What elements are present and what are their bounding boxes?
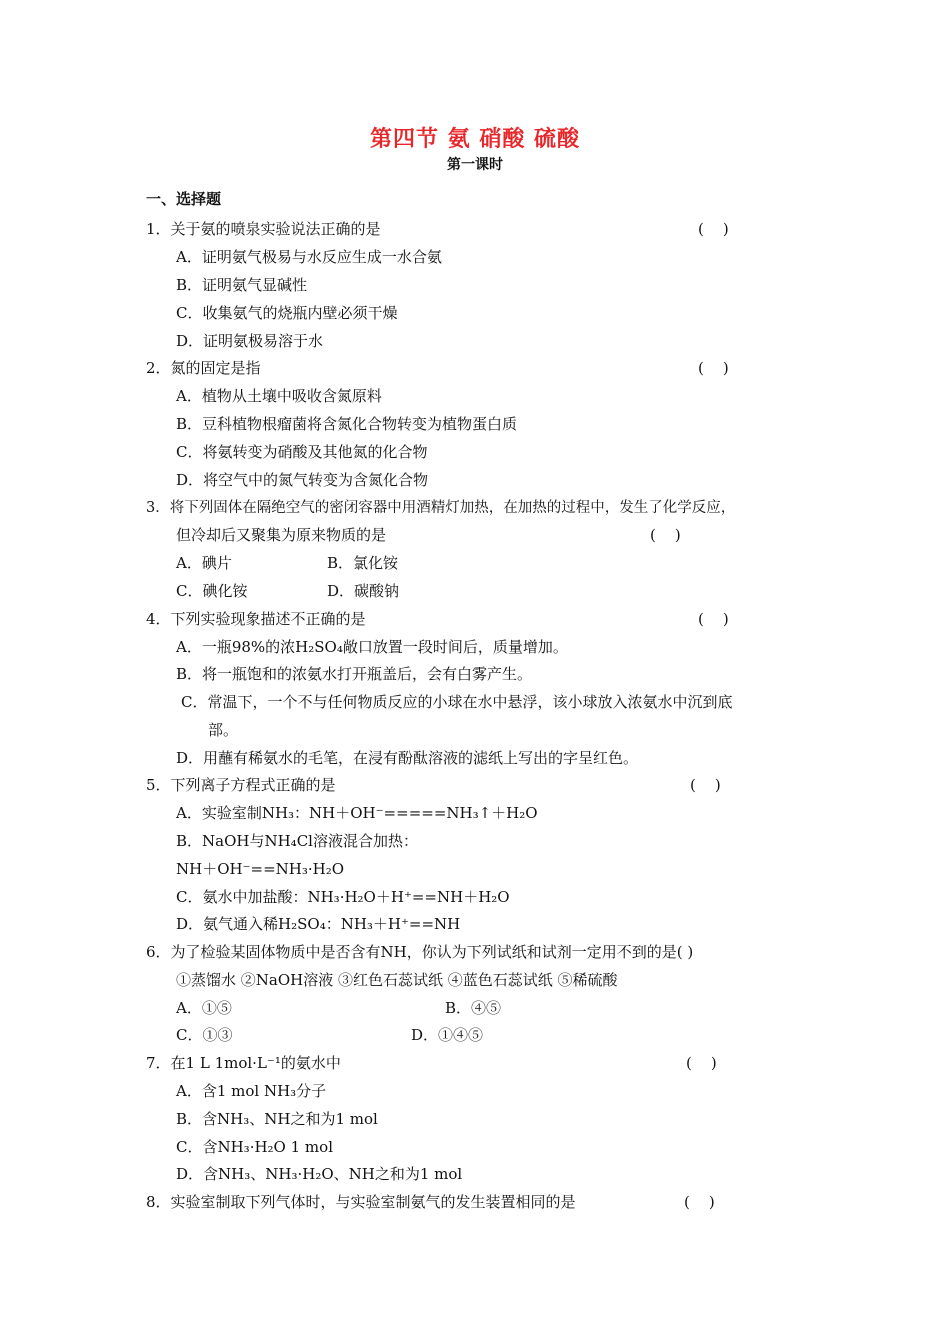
question-4-option-c-continued: 部。 [208, 721, 239, 739]
question-7-option-b: B．含NH₃、NH之和为1 mol [176, 1110, 378, 1128]
question-2-option-b: B．豆科植物根瘤菌将含氮化合物转变为植物蛋白质 [176, 415, 518, 433]
question-3-stem-continued: 但冷却后又聚集为原来物质的是 [176, 526, 387, 544]
question-5-option-b-equation: NH＋OH⁻==NH₃·H₂O [176, 860, 345, 878]
question-7-option-a: A．含1 mol NH₃分子 [176, 1082, 327, 1100]
page-subtitle: 第一课时 [447, 157, 503, 173]
question-7-option-d: D．含NH₃、NH₃·H₂O、NH之和为1 mol [176, 1165, 463, 1183]
question-2-option-a: A．植物从土壤中吸收含氮原料 [176, 387, 382, 405]
question-3-option-c: C．碘化铵 [176, 582, 248, 600]
question-2-option-c: C．将氨转变为硝酸及其他氮的化合物 [176, 443, 428, 461]
question-1-stem: 1．关于氨的喷泉实验说法正确的是 [146, 220, 381, 238]
question-4-option-d: D．用蘸有稀氨水的毛笔，在浸有酚酞溶液的滤纸上写出的字呈红色。 [176, 749, 639, 767]
question-5-option-a: A．实验室制NH₃：NH＋OH⁻=====NH₃↑＋H₂O [176, 804, 538, 822]
question-5-option-d: D．氨气通入稀H₂SO₄：NH₃＋H⁺==NH [176, 915, 461, 933]
answer-blank-5: ( ) [690, 776, 721, 794]
answer-blank-2: ( ) [698, 359, 729, 377]
question-1-option-b: B．证明氨气显碱性 [176, 276, 308, 294]
question-3-stem: 3．将下列固体在隔绝空气的密闭容器中用酒精灯加热，在加热的过程中，发生了化学反应， [146, 500, 736, 516]
question-6-items: ①蒸馏水 ②NaOH溶液 ③红色石蕊试纸 ④蓝色石蕊试纸 ⑤稀硫酸 [176, 971, 618, 989]
question-7-option-c: C．含NH₃·H₂O 1 mol [176, 1138, 333, 1156]
question-5-option-b: B．NaOH与NH₄Cl溶液混合加热： [176, 832, 418, 850]
question-3-option-a: A．碘片 [176, 554, 232, 572]
question-3-option-d: D．碳酸钠 [327, 582, 400, 600]
page-title: 第四节 氨 硝酸 硫酸 [370, 127, 580, 152]
answer-blank-1: ( ) [698, 220, 729, 238]
question-5-stem: 5．下列离子方程式正确的是 [146, 776, 336, 794]
question-5-option-c: C．氨水中加盐酸：NH₃·H₂O＋H⁺==NH＋H₂O [176, 888, 510, 906]
question-4-stem: 4．下列实验现象描述不正确的是 [146, 610, 366, 628]
answer-blank-3: ( ) [650, 526, 681, 544]
answer-blank-7: ( ) [686, 1054, 717, 1072]
answer-blank-4: ( ) [698, 610, 729, 628]
question-8-stem: 8．实验室制取下列气体时，与实验室制氨气的发生装置相同的是 [146, 1193, 576, 1211]
question-6-option-d: D．①④⑤ [411, 1026, 484, 1044]
question-6-option-c: C．①③ [176, 1026, 233, 1044]
question-7-stem: 7．在1 L 1mol·L⁻¹的氨水中 [146, 1054, 341, 1072]
question-3-option-b: B．氯化铵 [327, 554, 399, 572]
question-1-option-a: A．证明氨气极易与水反应生成一水合氨 [176, 248, 442, 266]
answer-blank-8: ( ) [684, 1193, 715, 1211]
question-4-option-b: B．将一瓶饱和的浓氨水打开瓶盖后，会有白雾产生。 [176, 665, 533, 683]
question-2-option-d: D．将空气中的氮气转变为含氮化合物 [176, 471, 429, 489]
question-6-option-b: B．④⑤ [445, 999, 502, 1017]
question-1-option-d: D．证明氨极易溶于水 [176, 332, 324, 350]
question-1-option-c: C．收集氨气的烧瓶内壁必须干燥 [176, 304, 398, 322]
question-6-option-a: A．①⑤ [176, 999, 232, 1017]
question-6-stem: 6．为了检验某固体物质中是否含有NH，你认为下列试纸和试剂一定用不到的是( ) [146, 943, 694, 961]
question-4-option-c: C．常温下，一个不与任何物质反应的小球在水中悬浮，该小球放入浓氨水中沉到底 [181, 693, 733, 711]
question-4-option-a: A．一瓶98%的浓H₂SO₄敞口放置一段时间后，质量增加。 [176, 638, 568, 656]
question-2-stem: 2．氮的固定是指 [146, 359, 261, 377]
section-heading: 一、选择题 [146, 190, 222, 208]
